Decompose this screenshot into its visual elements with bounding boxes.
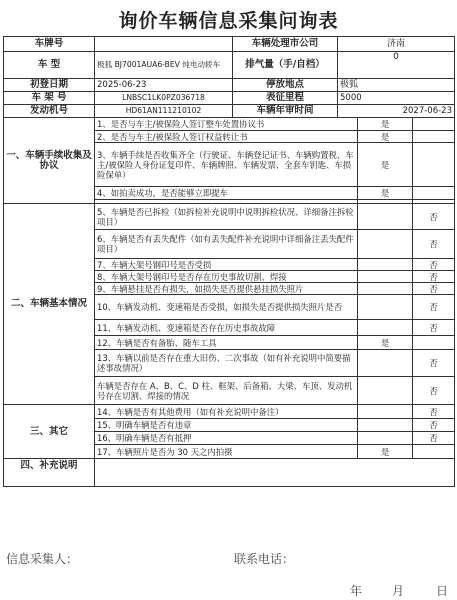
engine-label: 发动机号	[4, 105, 95, 118]
item-text: 17、车辆照片是否为 30 天之内拍摄	[95, 445, 358, 459]
item-text: 15、明确车辆是否有违章	[95, 419, 358, 432]
item-yes: 是	[358, 336, 413, 350]
item-yes: 是	[358, 187, 413, 200]
section-2-heading: 二、车辆基本情况	[4, 204, 95, 405]
item-no	[413, 131, 455, 143]
item-no: 否	[413, 271, 455, 283]
section-1-heading: 一、车辆手续收集及协议	[4, 118, 95, 204]
supplement-value	[95, 459, 455, 487]
item-no: 否	[413, 419, 455, 432]
model-value: 极狐 BJ7001AUA6-BEV 纯电动轿车	[95, 52, 233, 79]
item-no: 否	[413, 259, 455, 271]
item-yes	[358, 230, 413, 259]
item-text: 2、是否与车主/被保险人签订权益转让书	[95, 131, 358, 143]
item-text: 1、是否与车主/被保险人签订整车处置协议书	[95, 118, 358, 131]
item-text: 10、车辆发动机、变速箱是否受损，如损失是否提供损失照片是否	[95, 295, 358, 320]
supplement-row	[4, 459, 455, 487]
collector-label: 信息采集人：	[6, 552, 79, 566]
item-text: 7、车辆大架号钢印号是否受损	[95, 259, 358, 271]
power-value: 0	[338, 52, 455, 79]
item-no	[413, 187, 455, 200]
park-label: 停放地点	[233, 79, 338, 92]
info-row-plate	[4, 37, 455, 52]
item-text: 16、明确车辆是否有抵押	[95, 432, 358, 445]
inspect-label: 车辆年审时间	[233, 105, 338, 118]
item-yes	[358, 283, 413, 295]
item-yes	[358, 377, 413, 405]
power-label: 排气量（手/自档）	[233, 52, 338, 79]
item-no: 否	[413, 295, 455, 320]
item-yes	[358, 405, 413, 419]
item-no: 否	[413, 350, 455, 377]
vin-label: 车 架 号	[4, 92, 95, 105]
item-no	[413, 118, 455, 131]
info-row-model	[4, 52, 455, 79]
item-no	[413, 445, 455, 459]
info-row-regdate	[4, 79, 455, 92]
inquiry-form-table	[3, 36, 455, 487]
mileage-value: 5000	[338, 92, 455, 105]
park-value: 极狐	[338, 79, 455, 92]
item-text: 11、车辆发动机、变速箱是否存在历史事故故障	[95, 320, 358, 336]
section-3-heading: 三、其它	[4, 405, 95, 459]
item-yes	[358, 271, 413, 283]
item-text: 14、车辆是否有其他费用（如有补充说明中备注）	[95, 405, 358, 419]
item-text: 12、车辆是否有备胎、随车工具	[95, 336, 358, 350]
day-label: 日	[436, 584, 449, 598]
inspect-value: 2027-06-23	[338, 105, 455, 118]
vin-value: LNBSC1LK0PZ036718	[95, 92, 233, 105]
plate-value	[95, 37, 233, 52]
item-no: 否	[413, 405, 455, 419]
item-no	[413, 336, 455, 350]
item-yes: 是	[358, 131, 413, 143]
item-text: 5、车辆是否已拆检（如拆检补充说明中说明拆检状况、详细备注拆检项目）	[95, 204, 358, 230]
info-row-vin	[4, 92, 455, 105]
info-row-engine	[4, 105, 455, 118]
item-yes	[358, 295, 413, 320]
item-text: 6、车辆是否有丢失配件（如有丢失配件补充说明中详细备注丢失配件项目）	[95, 230, 358, 259]
item-row	[4, 405, 455, 419]
item-row	[4, 118, 455, 131]
regdate-label: 初登日期	[4, 79, 95, 92]
company-value: 济南	[338, 37, 455, 52]
company-label: 车辆处理市公司	[233, 37, 338, 52]
item-yes: 是	[358, 445, 413, 459]
item-yes: 是	[358, 143, 413, 187]
item-no: 否	[413, 432, 455, 445]
item-text: 8、车辆大架号钢印号是否存在历史事故切割、焊接	[95, 271, 358, 283]
item-no: 否	[413, 230, 455, 259]
model-label: 车 型	[4, 52, 95, 79]
section-4-heading: 四、补充说明	[4, 459, 95, 487]
engine-value: HD61AN111210102	[95, 105, 233, 118]
mileage-label: 表征里程	[233, 92, 338, 105]
item-text: 9、车辆悬挂是否有损失，如损失是否提供悬挂损失照片	[95, 283, 358, 295]
year-label: 年	[350, 584, 363, 598]
item-no: 否	[413, 204, 455, 230]
form-title: 询价车辆信息采集问询表	[118, 10, 339, 32]
item-no: 否	[413, 320, 455, 336]
item-text: 3、车辆手续是否收集齐全（行驶证、车辆登记证书、车辆购置税、车主/被保险人身份证复印件、车辆牌照、车辆发票、全套车钥匙、车损险保单）	[95, 143, 358, 187]
item-yes	[358, 259, 413, 271]
item-text: 13、车辆以前是否存在重大旧伤、二次事故（如有补充说明中简要描述事故情况）	[95, 350, 358, 377]
item-row	[4, 204, 455, 230]
item-yes	[358, 350, 413, 377]
item-text: 4、如拍卖成功，是否能够立即提车	[95, 187, 358, 200]
phone-label: 联系电话：	[234, 552, 295, 566]
item-no: 否	[413, 283, 455, 295]
item-yes	[358, 204, 413, 230]
plate-label: 车牌号	[4, 37, 95, 52]
item-text: 车辆是否存在 A、B、C、D 柱、框架、后备箱、大梁、车顶、发动机号存在切割、焊接的情况	[95, 377, 358, 405]
item-yes	[358, 320, 413, 336]
item-yes	[358, 432, 413, 445]
month-label: 月	[392, 584, 405, 598]
item-yes	[358, 419, 413, 432]
item-no	[413, 143, 455, 187]
item-yes: 是	[358, 118, 413, 131]
item-no: 否	[413, 377, 455, 405]
regdate-value: 2025-06-23	[95, 79, 233, 92]
